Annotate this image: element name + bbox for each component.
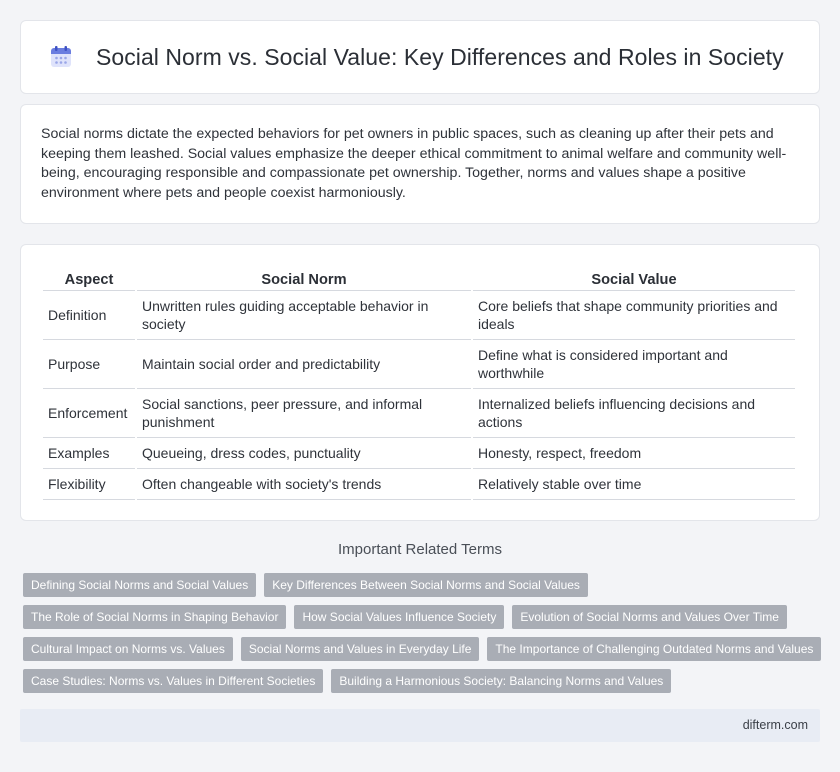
footer-site-link[interactable]: difterm.com: [742, 718, 808, 732]
related-term-link[interactable]: Social Norms and Values in Everyday Life: [241, 637, 480, 661]
intro-paragraph: Social norms dictate the expected behaviors for pet owners in public spaces, such as cleaning up after their pets and keeping them leashed. Social values emphasize the deeper ethical commitment to animal welfare and community well-being, encouraging responsible and compassionate pet ownership. Together, norms and values shape a positive environment where pets and people coexist harmoniously.: [41, 126, 787, 201]
chip-row: [23, 605, 823, 629]
table-row: [43, 291, 795, 340]
chip-row: [23, 669, 823, 693]
row-aspect: Examples: [43, 438, 135, 469]
calendar-icon: [49, 45, 73, 69]
related-term-link[interactable]: Cultural Impact on Norms vs. Values: [23, 637, 233, 661]
table-row: [43, 340, 795, 389]
footer: [20, 709, 820, 742]
row-norm: Unwritten rules guiding acceptable behavior in society: [137, 291, 471, 340]
row-value: Relatively stable over time: [473, 469, 795, 500]
chip-row: [23, 573, 823, 597]
comparison-table-card: [20, 244, 820, 521]
row-value: Define what is considered important and worthwhile: [473, 340, 795, 389]
row-norm: Social sanctions, peer pressure, and informal punishment: [137, 389, 471, 438]
row-aspect: Enforcement: [43, 389, 135, 438]
row-value: Honesty, respect, freedom: [473, 438, 795, 469]
row-norm: Queueing, dress codes, punctuality: [137, 438, 471, 469]
row-norm: Maintain social order and predictability: [137, 340, 471, 389]
related-terms-list: [23, 573, 823, 701]
row-value: Core beliefs that shape community priorities and ideals: [473, 291, 795, 340]
header-social-norm: Social Norm: [137, 263, 471, 291]
related-term-link[interactable]: The Importance of Challenging Outdated Norms and Values: [487, 637, 821, 661]
row-aspect: Purpose: [43, 340, 135, 389]
related-term-link[interactable]: How Social Values Influence Society: [294, 605, 504, 629]
related-term-link[interactable]: The Role of Social Norms in Shaping Behavior: [23, 605, 286, 629]
related-term-link[interactable]: Defining Social Norms and Social Values: [23, 573, 256, 597]
row-aspect: Flexibility: [43, 469, 135, 500]
row-norm: Often changeable with society's trends: [137, 469, 471, 500]
header-aspect: Aspect: [43, 263, 135, 291]
header-social-value: Social Value: [473, 263, 795, 291]
page-title: Social Norm vs. Social Value: Key Differences and Roles in Society: [96, 43, 784, 70]
table-row: [43, 438, 795, 469]
related-term-link[interactable]: Evolution of Social Norms and Values Over Time: [512, 605, 787, 629]
chip-row: [23, 637, 823, 661]
row-aspect: Definition: [43, 291, 135, 340]
related-term-link[interactable]: Case Studies: Norms vs. Values in Different Societies: [23, 669, 323, 693]
row-value: Internalized beliefs influencing decisions and actions: [473, 389, 795, 438]
table-header-row: [43, 263, 795, 291]
comparison-table: [41, 263, 797, 500]
related-terms-title: Important Related Terms: [338, 541, 502, 558]
related-term-link[interactable]: Key Differences Between Social Norms and Social Values: [264, 573, 588, 597]
table-row: [43, 389, 795, 438]
header-card: [20, 20, 820, 94]
related-term-link[interactable]: Building a Harmonious Society: Balancing Norms and Values: [331, 669, 671, 693]
intro-card: [20, 104, 820, 224]
table-row: [43, 469, 795, 500]
